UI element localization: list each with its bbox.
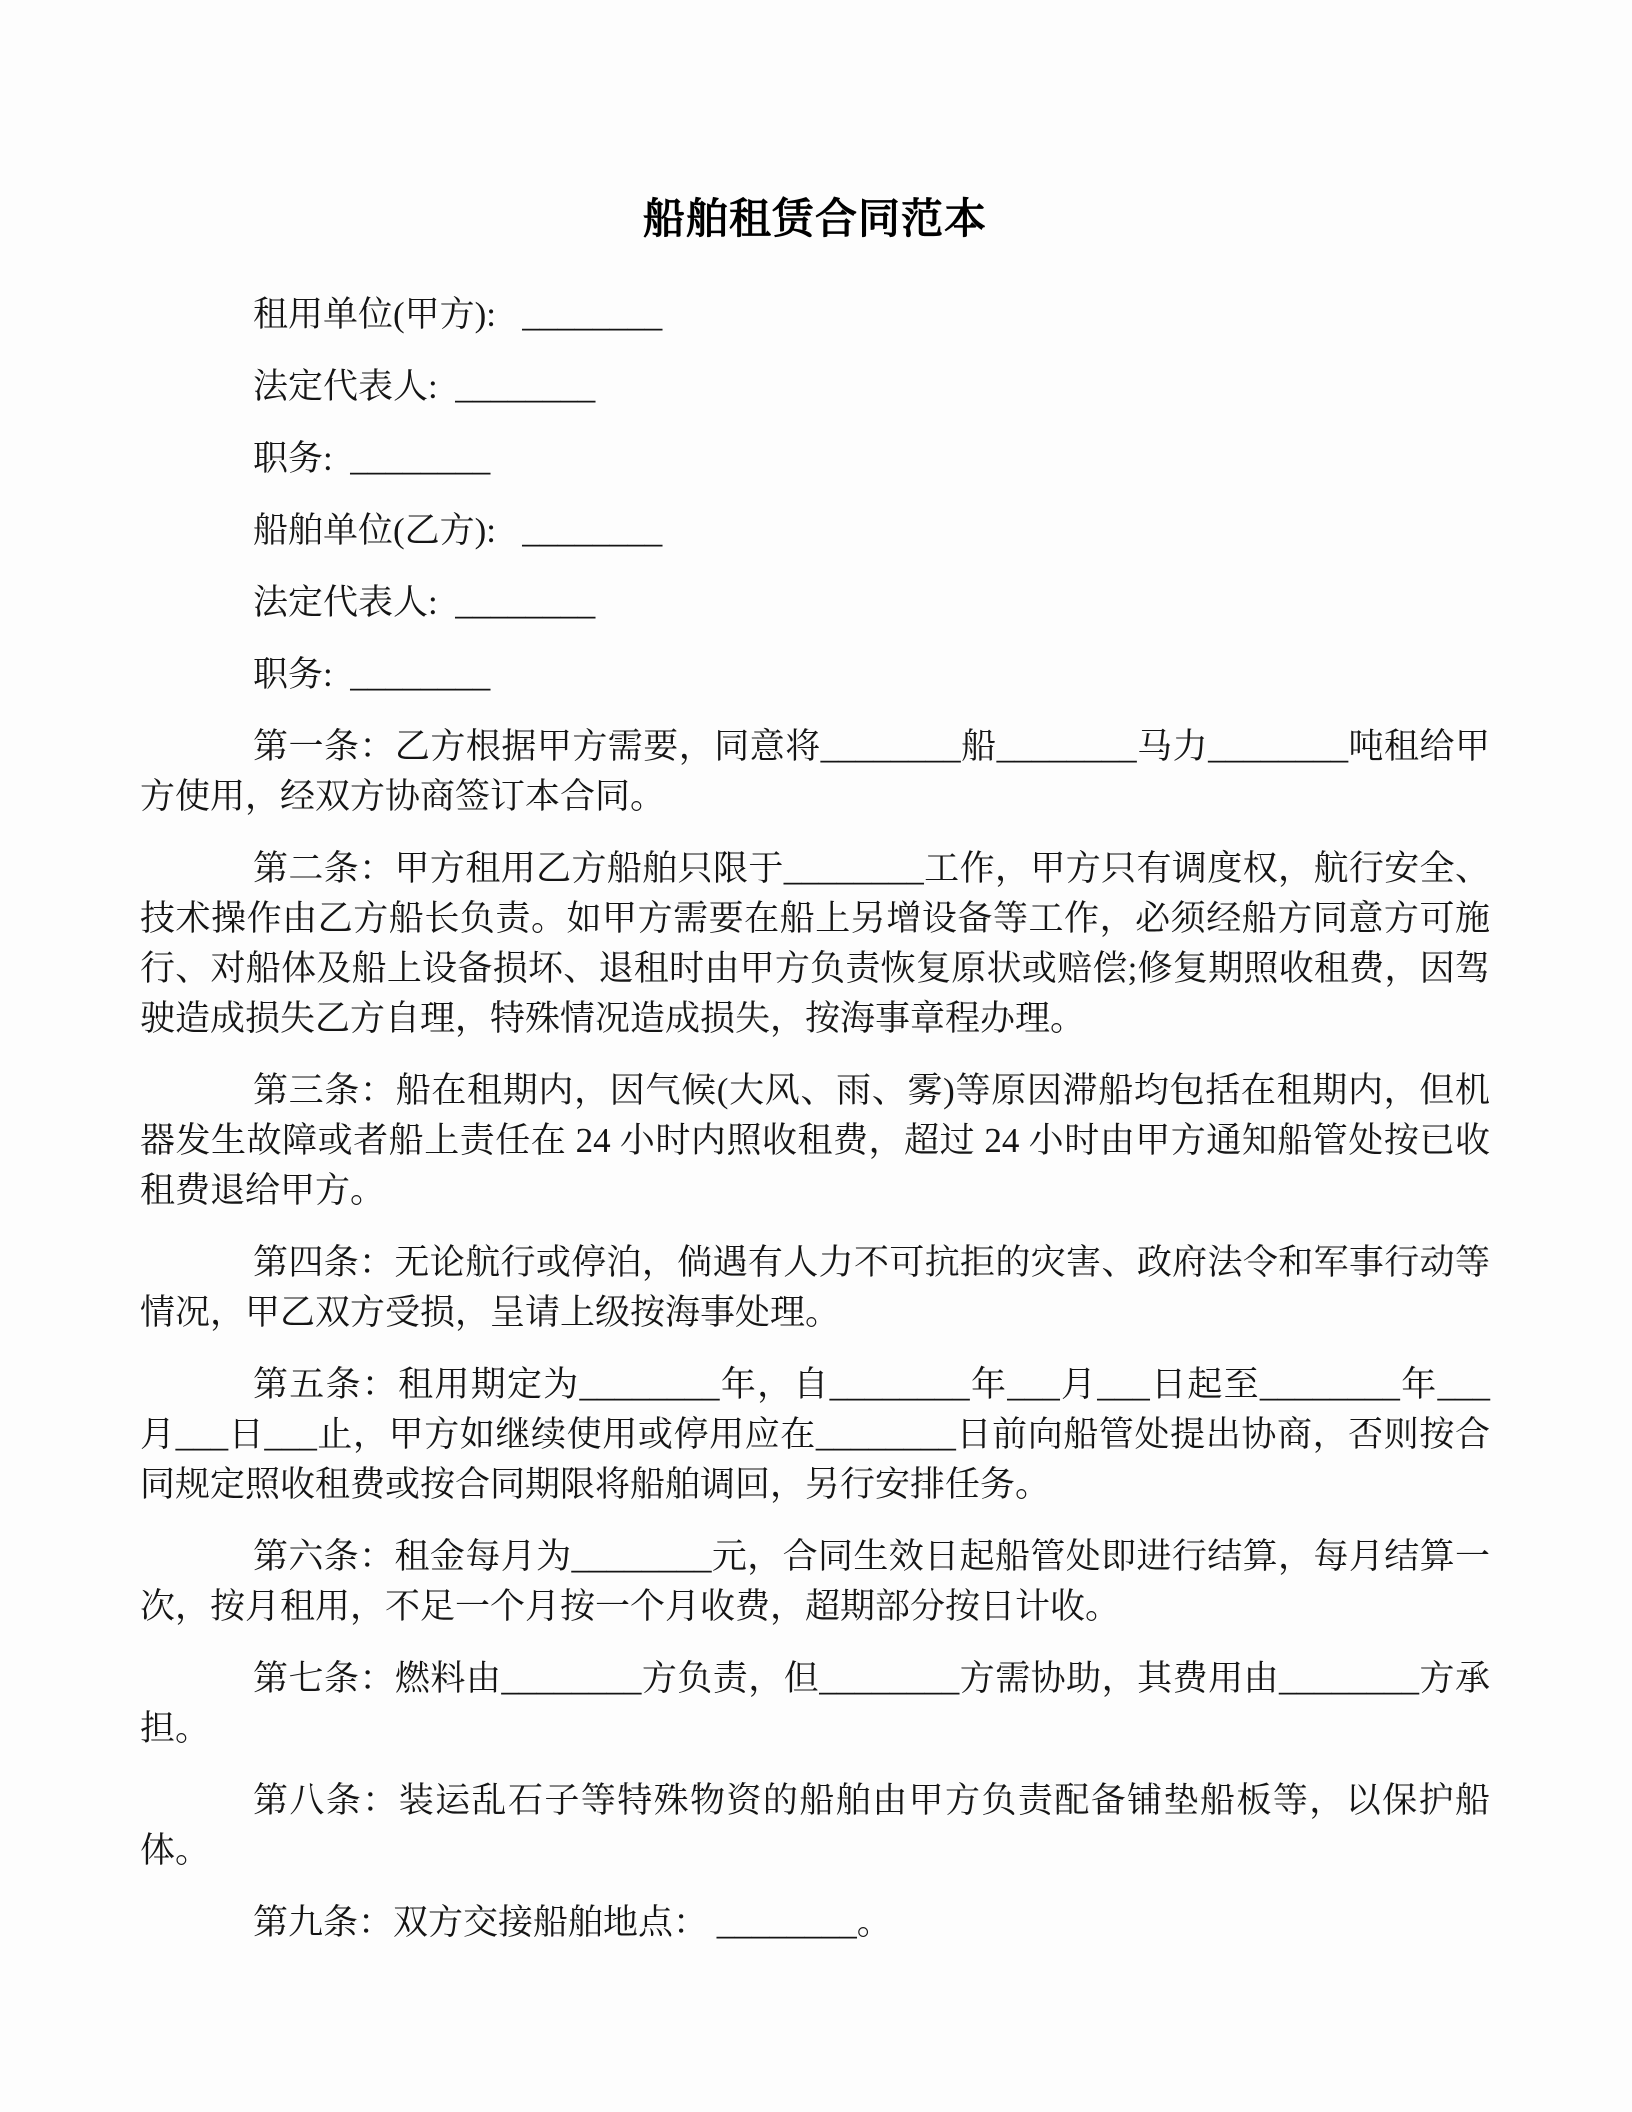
clause-2: 第二条：甲方租用乙方船舶只限于________工作，甲方只有调度权，航行安全、技术操作由乙方船长负责。如甲方需要在船上另增设备等工作，必须经船方同意方可施行、对船体及船上设备损坏、退租时由甲方负责恢复原状或赔偿;修复期照收租费，因驾驶造成损失乙方自理，特殊情况造成损失，按海事章程办理。 (140, 849, 1490, 1038)
field-party-b-representative: 法定代表人: ________ (253, 583, 596, 622)
clause-9: 第九条：双方交接船舶地点： ________。 (253, 1903, 892, 1942)
field-party-b-name: 船舶单位(乙方): ________ (253, 511, 663, 550)
clause-3: 第三条：船在租期内，因气候(大风、雨、雾)等原因滞船均包括在租期内，但机器发生故障或者船上责任在 24 小时内照收租费，超过 24 小时由甲方通知船管处按已收租费退给甲方。 (140, 1071, 1490, 1210)
field-party-a-position: 职务: ________ (253, 439, 491, 478)
clauses-section (140, 722, 1490, 1948)
clause-6: 第六条：租金每月为________元，合同生效日起船管处即进行结算，每月结算一次，按月租用，不足一个月按一个月收费，超期部分按日计收。 (140, 1537, 1490, 1626)
clause-5: 第五条：租用期定为________年，自________年___月___日起至________年___月___日___止，甲方如继续使用或停用应在________日前向船管处提出协商，否则按合同规定照收租费或按合同期限将船舶调回，另行安排任务。 (140, 1365, 1490, 1504)
clause-1: 第一条：乙方根据甲方需要，同意将________船________马力________吨租给甲方使用，经双方协商签订本合同。 (140, 727, 1490, 816)
field-party-a-representative: 法定代表人: ________ (253, 367, 596, 406)
field-party-b-position: 职务: ________ (253, 655, 491, 694)
header-fields (140, 290, 1490, 700)
clause-8: 第八条：装运乱石子等特殊物资的船舶由甲方负责配备铺垫船板等，以保护船体。 (140, 1781, 1490, 1870)
clause-7: 第七条：燃料由________方负责，但________方需协助，其费用由________方承担。 (140, 1659, 1490, 1748)
clause-4: 第四条：无论航行或停泊，倘遇有人力不可抗拒的灾害、政府法令和军事行动等情况，甲乙双方受损，呈请上级按海事处理。 (140, 1243, 1490, 1332)
field-party-a-name: 租用单位(甲方): ________ (253, 295, 663, 334)
document-title: 船舶租赁合同范本 (642, 195, 987, 242)
